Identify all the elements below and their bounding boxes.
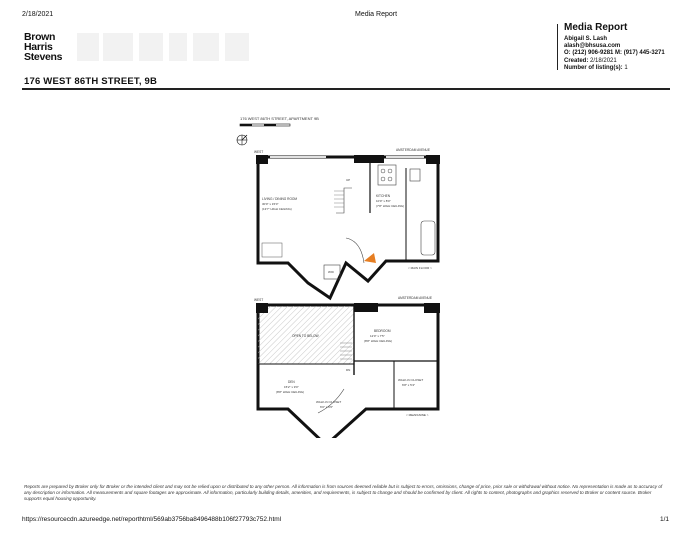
header-title: Media Report: [355, 11, 398, 18]
header-date: 2/18/2021: [22, 11, 54, 18]
open-below-label: OPEN TO BELOW: [292, 334, 319, 338]
property-address: 176 WEST 86TH STREET, 9B: [24, 76, 158, 87]
kitchen-size: 10'0" x 8'0": [376, 199, 391, 203]
kitchen-ceiling: (7'8" HIGH CEILING): [376, 204, 405, 208]
wic2-name: WALK-IN CLOSET: [398, 378, 424, 382]
den-size: 15'2" x 9'0": [284, 385, 299, 389]
wic1-name: WALK-IN CLOSET: [316, 400, 342, 404]
listings-value: 1: [624, 64, 628, 71]
bedroom-size: 12'0" x 7'5": [370, 334, 385, 338]
logo-line-2: Harris: [24, 41, 53, 53]
agent-phones: O: (212) 906-9281 M: (917) 445-3271: [564, 50, 665, 57]
logo-watermark: [77, 33, 249, 61]
compass-icon: [237, 135, 247, 145]
plan-title: 176 WEST 86TH STREET, APARTMENT 9B: [240, 116, 319, 121]
main-west-label: WEST: [254, 150, 264, 154]
footer-url[interactable]: https://resourcecdn.azureedge.net/reporthtml/569ab3756ba8496488b106f27793c752.html: [22, 516, 282, 523]
main-floor-plan: [254, 148, 440, 298]
mezz-west-label: WEST: [254, 298, 264, 302]
living-name: LIVING / DINING ROOM: [262, 197, 298, 201]
agent-info: [564, 22, 665, 72]
bedroom-name: BEDROOM: [374, 329, 391, 333]
header-rule: [22, 88, 670, 90]
created-label: Created:: [564, 57, 589, 64]
report-title: Media Report: [564, 22, 628, 33]
den-name: DEN: [288, 380, 295, 384]
brand-logo: [24, 32, 62, 62]
footer-page-number: 1/1: [660, 516, 670, 523]
main-avenue-label: AMSTERDAM AVENUE: [396, 148, 430, 152]
bedroom-ceiling: (8'8" HIGH CEILING): [364, 339, 393, 343]
up-label: UP: [346, 178, 351, 182]
den-ceiling: (8'8" HIGH CEILING): [276, 390, 305, 394]
main-floor-label: < MAIN FLOOR >: [408, 266, 432, 270]
agent-email[interactable]: alash@bhsusa.com: [564, 43, 621, 50]
kitchen-name: KITCHEN: [376, 194, 390, 198]
logo-line-1: Brown: [24, 31, 56, 43]
mezzanine-plan: [254, 296, 440, 438]
disclaimer: Reports are prepared by Broker only for Broker or the intended client and may not be relied upon or distributed to any other person. All information is from sources deemed reliable but is subject to errors, omissions, change of price, prior sale or withdrawal without notice. No representation is made as to accuracy of any description or information. All measurements and square footages are approximate. All information, particularly building details, amenities, and requirements, is subject to change and should be confirmed by client. All rights to content, photographs and graphics reserved to Broker or content source. Broker supports equal housing opportunity.: [24, 484, 663, 501]
wic1-size: 6'0" x 6'6": [320, 405, 334, 409]
living-size: 30'0" x 15'0": [262, 202, 279, 206]
scale-bar: [240, 124, 290, 126]
listings-label: Number of listing(s):: [564, 64, 623, 71]
agent-name: Abigail S. Lash: [564, 36, 608, 42]
created-value: 2/18/2021: [590, 57, 617, 64]
wic2-size: 6'8" x 5'4": [402, 383, 416, 387]
living-ceiling: (13'7" HIGH CEILING): [262, 207, 292, 211]
dn-label: DN: [346, 368, 351, 372]
logo-line-3: Stevens: [24, 51, 63, 63]
mezz-floor-label: < MEZZANINE >: [406, 413, 429, 417]
floor-plan: [226, 113, 456, 438]
wd-label: W/D: [328, 270, 334, 274]
agent-divider: [557, 24, 558, 70]
mezz-avenue-label: AMSTERDAM AVENUE: [398, 296, 432, 300]
